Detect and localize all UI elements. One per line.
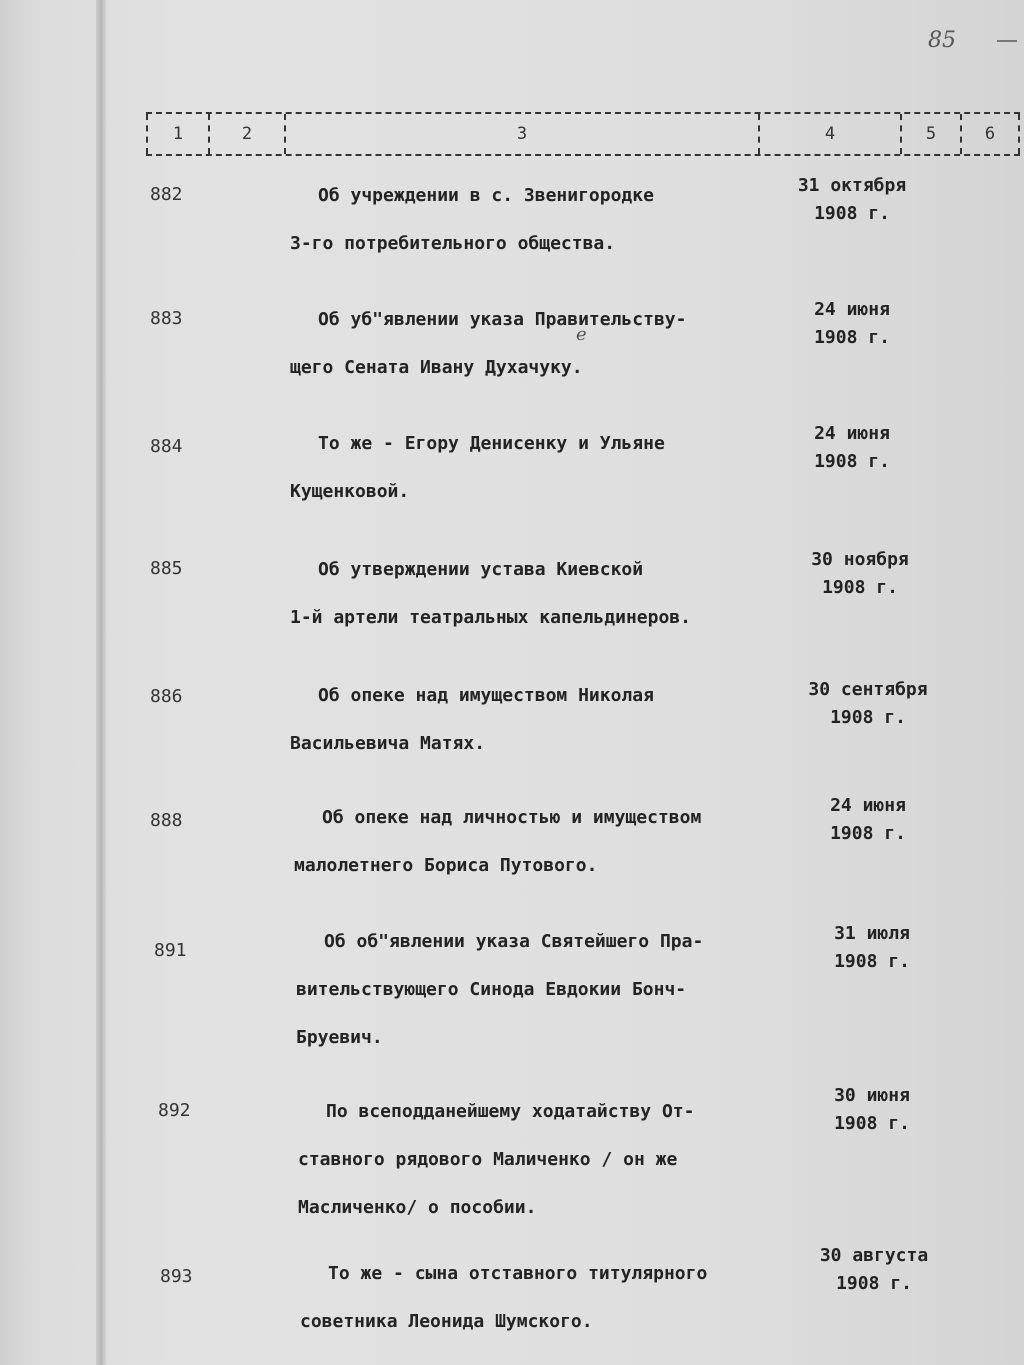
entry-title-line: Масличенко/ о пособии. <box>298 1197 537 1218</box>
entry-date <box>762 172 942 228</box>
handwritten-correction-e: е <box>576 324 587 345</box>
entry-date-line: 30 ноября <box>811 549 909 570</box>
entry-date <box>762 1242 964 1298</box>
entry-title <box>290 420 760 516</box>
entry-number: 886 <box>150 686 183 707</box>
entry-title-line: Об опеке над личностью и имуществом <box>322 807 702 828</box>
entry-date-line: 30 сентября <box>808 679 928 700</box>
entry-date-year: 1908 г. <box>834 951 910 972</box>
entry-date-line: 24 июня <box>830 795 906 816</box>
entry-title-line: вительствующего Синода Евдокии Бонч- <box>296 979 687 1000</box>
entry-title-line: По всеподданейшему ходатайству От- <box>326 1101 695 1122</box>
entry-date-year: 1908 г. <box>836 1273 912 1294</box>
entry-title <box>290 296 760 392</box>
entry-date-year: 1908 г. <box>814 203 890 224</box>
column-header-4: 4 <box>758 114 900 154</box>
entry-number: 893 <box>160 1266 193 1287</box>
entry-title-line: Об опеке над имуществом Николая <box>318 685 654 706</box>
entry-title <box>290 672 760 768</box>
entry-title-line: малолетнего Бориса Путового. <box>294 855 598 876</box>
entry-date <box>762 792 958 848</box>
entry-date-year: 1908 г. <box>830 823 906 844</box>
entry-date-line: 30 июня <box>834 1085 910 1106</box>
entry-date-line: 30 августа <box>819 1245 929 1266</box>
entry-date-line: 31 октября <box>797 175 907 196</box>
entry-title-line: 3-го потребительного общества. <box>290 233 616 254</box>
entry-date-line: 31 июля <box>834 923 910 944</box>
entry-number: 892 <box>158 1100 191 1121</box>
page-number-dash <box>997 40 1017 42</box>
column-header-3: 3 <box>284 114 758 154</box>
entry-number: 888 <box>150 810 183 831</box>
column-header-2: 2 <box>208 114 284 154</box>
entry-title-line: щего Сената Ивану Духачуку. <box>290 357 583 378</box>
column-header-5: 5 <box>900 114 960 154</box>
entry-date <box>762 420 942 476</box>
entry-date-year: 1908 г. <box>814 327 890 348</box>
entry-number: 883 <box>150 308 183 329</box>
entry-title-line: Кущенковой. <box>290 481 410 502</box>
entry-date-year: 1908 г. <box>830 707 906 728</box>
entry-title <box>294 794 764 890</box>
column-header-6: 6 <box>960 114 1020 154</box>
entry-date-year: 1908 г. <box>834 1113 910 1134</box>
entry-number: 891 <box>154 940 187 961</box>
entry-number: 882 <box>150 184 183 205</box>
entry-date <box>762 1082 962 1138</box>
column-header-1: 1 <box>146 114 208 154</box>
entry-title-line: 1-й артели театральных капельдинеров. <box>290 607 691 628</box>
entry-date <box>762 920 962 976</box>
entry-title-line: Об об"явлении указа Святейшего Пра- <box>324 931 704 952</box>
entry-title-line: То же - сына отставного титулярного <box>328 1263 708 1284</box>
entry-title <box>298 1088 768 1232</box>
entry-title-line: советника Леонида Шумского. <box>300 1311 593 1332</box>
entry-title-line: То же - Егору Денисенку и Ульяне <box>318 433 665 454</box>
entry-date <box>762 546 950 602</box>
entry-title-line: Об утверждении устава Киевской <box>318 559 644 580</box>
entry-number: 884 <box>150 436 183 457</box>
entry-date <box>762 676 958 732</box>
entry-date-year: 1908 г. <box>814 451 890 472</box>
entry-title <box>300 1250 770 1346</box>
entry-number: 885 <box>150 558 183 579</box>
entry-title-line: Бруевич. <box>296 1027 383 1048</box>
page-number: 85 <box>928 28 956 53</box>
entry-title <box>296 918 766 1062</box>
entry-title-line: Об учреждении в с. Звенигородке <box>318 185 654 206</box>
entry-date-line: 24 июня <box>814 299 890 320</box>
binding-shadow <box>96 0 106 1365</box>
entry-date <box>762 296 942 352</box>
entry-title <box>290 172 760 268</box>
column-header-row <box>146 112 1020 156</box>
entry-title <box>290 546 760 642</box>
entry-title-line: ставного рядового Маличенко / он же <box>298 1149 678 1170</box>
entry-date-line: 24 июня <box>814 423 890 444</box>
entry-date-year: 1908 г. <box>822 577 898 598</box>
entry-title-line: Об уб"явлении указа Правительству- <box>318 309 687 330</box>
entry-title-line: Васильевича Матях. <box>290 733 486 754</box>
